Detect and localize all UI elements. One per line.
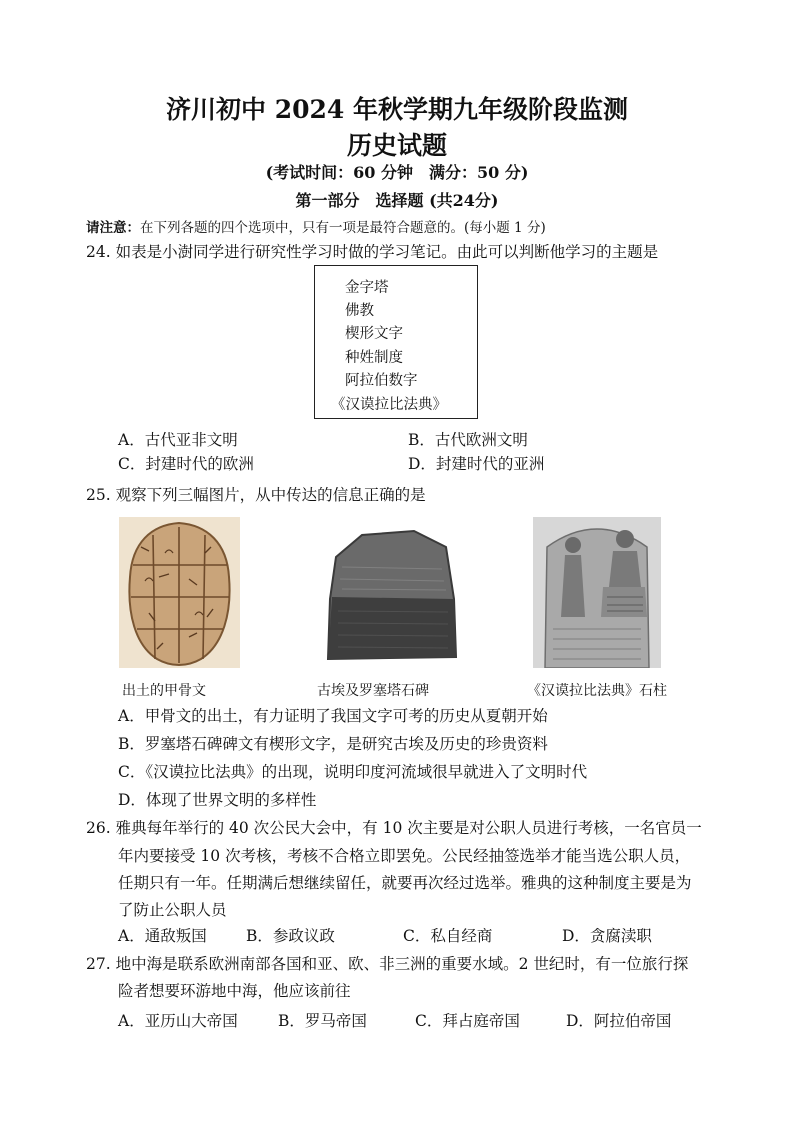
question-24: [86, 240, 658, 262]
oracle-bone-image: [119, 517, 240, 668]
option-b[interactable]: B．古代欧洲文明: [408, 431, 528, 449]
question-stem-line: 雅典每年举行的 40 次公民大会中，有 10 次主要是对公职人员进行考核，一名官员一: [115, 819, 702, 837]
notice: [86, 216, 546, 236]
question-number: 26.: [86, 819, 111, 837]
option-a[interactable]: A．通敌叛国: [118, 927, 207, 945]
option-b[interactable]: B．罗马帝国: [278, 1012, 367, 1030]
note-item: 金字塔: [345, 280, 389, 296]
caption-rosetta-stone: 古埃及罗塞塔石碑: [317, 683, 429, 699]
option-c[interactable]: C．拜占庭帝国: [415, 1012, 520, 1030]
question-number: 25.: [86, 486, 111, 504]
option-b[interactable]: B．参政议政: [246, 927, 335, 945]
notice-text: 在下列各题的四个选项中，只有一项是最符合题意的。(每小题 1 分): [140, 220, 546, 236]
question-stem-line: 险者想要环游地中海，他应该前往: [118, 982, 351, 1000]
option-a[interactable]: A．甲骨文的出土，有力证明了我国文字可考的历史从夏朝开始: [118, 707, 548, 725]
question-stem-line: 年内要接受 10 次考核，考核不合格立即罢免。公民经抽签选举才能当选公职人员，: [118, 847, 691, 865]
hammurabi-stele-image: [533, 517, 661, 668]
oracle-bone-icon: [119, 517, 240, 668]
question-number: 24.: [86, 243, 111, 261]
caption-oracle-bone: 出土的甲骨文: [122, 683, 206, 699]
option-c[interactable]: C．封建时代的欧洲: [118, 455, 254, 473]
question-stem-line: 地中海是联系欧洲南部各国和亚、欧、非三洲的重要水域。2 世纪时，有一位旅行探: [115, 955, 689, 973]
note-item: 种姓制度: [345, 350, 403, 366]
option-b[interactable]: B．罗塞塔石碑碑文有楔形文字，是研究古埃及历史的珍贵资料: [118, 735, 548, 753]
option-d[interactable]: D．阿拉伯帝国: [566, 1012, 672, 1030]
exam-info: (考试时间：60 分钟 满分：50 分): [265, 163, 529, 182]
option-a[interactable]: A．亚历山大帝国: [118, 1012, 238, 1030]
question-stem: 观察下列三幅图片，从中传达的信息正确的是: [115, 486, 426, 504]
option-d[interactable]: D．封建时代的亚洲: [408, 455, 545, 473]
hammurabi-stele-icon: [533, 517, 661, 668]
question-25: [86, 483, 426, 505]
rosetta-stone-image: [322, 527, 462, 663]
question-stem: 如表是小澍同学进行研究性学习时做的学习笔记。由此可以判断他学习的主题是: [115, 243, 659, 261]
option-d[interactable]: D．贪腐渎职: [562, 927, 652, 945]
option-c[interactable]: C．《汉谟拉比法典》的出现，说明印度河流域很早就进入了文明时代: [118, 763, 588, 781]
question-stem-line: 任期只有一年。任期满后想继续留任，就要再次经过选举。雅典的这种制度主要是为: [118, 874, 692, 892]
caption-hammurabi-stele: 《汉谟拉比法典》石柱: [527, 683, 667, 699]
note-item: 佛教: [345, 303, 374, 319]
exam-title: 济川初中 2024 年秋学期九年级阶段监测: [166, 95, 628, 124]
option-c[interactable]: C．私自经商: [403, 927, 493, 945]
rosetta-stone-icon: [322, 527, 462, 663]
notice-label: 请注意：: [86, 220, 140, 236]
question-26: [86, 816, 702, 838]
question-stem-line: 了防止公职人员: [118, 901, 227, 919]
study-notes-box: [314, 265, 478, 419]
note-item: 《汉谟拉比法典》: [331, 397, 447, 413]
part-title: 第一部分 选择题 (共24分): [295, 191, 499, 210]
question-number: 27.: [86, 955, 111, 973]
question-27: [86, 952, 688, 974]
option-d[interactable]: D．体现了世界文明的多样性: [118, 791, 317, 809]
exam-subject-title: 历史试题: [346, 131, 447, 160]
note-item: 阿拉伯数字: [345, 373, 418, 389]
option-a[interactable]: A．古代亚非文明: [118, 431, 238, 449]
note-item: 楔形文字: [345, 326, 403, 342]
